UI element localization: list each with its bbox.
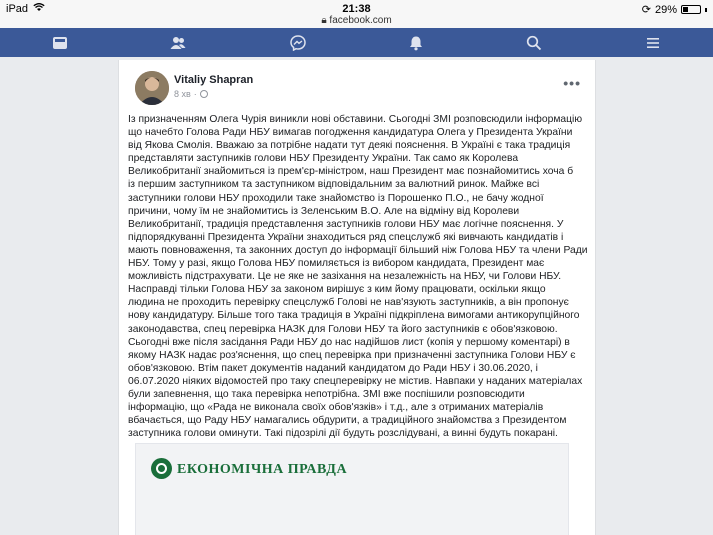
post-line: вбачається, що Раду НБУ намагались обдурити, а традиційного знайомства з Президентом — [128, 415, 567, 427]
post-line: Сьогодні вже після засідання Ради НБУ до нас надійшов лист (копія у першому коментарі) в — [128, 336, 570, 348]
feed-icon[interactable] — [50, 33, 70, 53]
post-line: заступника голови оминути. Такі підозрілі дії будуть розслідувані, а винні будуть покарані. — [128, 428, 558, 440]
status-bar — [0, 0, 713, 28]
post-line: представляти заступників голови НБУ Президенту України. Так само як Королева — [128, 153, 519, 165]
post-line: заступники голови НБУ проходили таке знайомство із Порошенко П.О., не бачу жодної — [128, 192, 544, 204]
post-line: Із призначенням Олега Чурія виникли нові обставини. Сьогодні ЗМІ розповсюдили інформацію — [128, 114, 583, 125]
battery-status — [642, 3, 707, 16]
link-preview[interactable] — [135, 443, 569, 535]
post-line: що начебто Голова Ради НБУ вимагав погодження кандидатура Олега у Президента України — [128, 127, 573, 139]
messenger-icon[interactable] — [288, 33, 308, 53]
clock: 21:38 — [342, 3, 371, 15]
post-line: були запевнення, що така перевірка непотрібна. ЗМІ вже поспішили розповсюдити — [128, 388, 525, 400]
post-line: НБУ. Тому у разі, якщо Голова НБУ помиляється із вибором кандидата, Президент має — [128, 258, 545, 270]
post-line: Великобританії, традиція представлення заступників голови НБУ має логічне пояснення. У — [128, 218, 564, 230]
post-line: із першим заступником та заступником відповідальним за валютний ринок. Майже всі — [128, 179, 540, 191]
facebook-navbar — [0, 28, 713, 57]
preview-logo-text: ЕКОНОМІЧНА ПРАВДА — [177, 462, 348, 477]
post-meta: 8 хв · — [174, 89, 208, 99]
post-line: інформацію, що «Рада не виконала своїх обов'язків» і т.д., але з отриманих матеріалів — [128, 402, 544, 414]
post-line: причини, чому їм не знайомитись із Зеленським В.О. Але на відміну від Королеви — [128, 205, 520, 217]
search-icon[interactable] — [524, 33, 544, 53]
notifications-icon[interactable] — [406, 33, 426, 53]
post-line: якому НАЗК надає роз'яснення, що спец перевірка при призначенні заступника Голови НБУ є — [128, 349, 576, 361]
device-name: iPad — [6, 3, 29, 15]
post-line: від Якова Смолія. Вважаю за потрібне надати тут деякі пояснення. В Україні є така традиція — [128, 140, 571, 152]
author-name[interactable]: Vitaliy Shapran — [174, 74, 254, 86]
battery-level — [683, 7, 688, 12]
post-line: Насправді тільки Голова НБУ за законом вирішує з ким йому працювати, оскільки якщо — [128, 284, 546, 296]
post-line: законодавства, спец перевірка НАЗК для Голови НБУ та його заступників є обов'язковою. — [128, 323, 558, 335]
friends-icon[interactable] — [168, 33, 188, 53]
battery-icon — [681, 5, 701, 14]
rotation-lock-icon: ⟳ — [641, 4, 651, 16]
post-text — [119, 113, 588, 440]
economic-pravda-logo-icon — [151, 458, 172, 479]
post-line: можливість підстрахувати. Це не яке не зазіхання на незалежність на НБУ, чи Голови НБУ. — [128, 271, 562, 283]
post-line: нову кандидатуру. Більше того така традиція в Україні підкріплена вимогами антикорупційного — [128, 310, 580, 322]
more-options-button[interactable]: ••• — [563, 75, 581, 91]
post-line: мають повноваження, та законних доступ до інформації більший ніж Голова НБУ та члени Ради — [128, 244, 588, 256]
battery-percent: 29% — [654, 3, 677, 16]
globe-icon — [200, 90, 208, 98]
post-card — [118, 60, 596, 535]
menu-icon[interactable] — [643, 33, 663, 53]
lock-icon: 🔒︎ — [321, 15, 327, 26]
post-line: підпорядкуванні Президента України знаходиться ряд спецслужб які вивчають кандидатів і — [128, 231, 564, 243]
post-line: обов'язковою. Втім пакет документів наданий кандидатом до Ради НБУ і 30.06.2020, і — [128, 362, 538, 374]
url-bar[interactable] — [0, 15, 713, 26]
post-line: Великобританії знайомиться із прем'єр-міністром, наш Президент має познайомитись хоча б — [128, 166, 574, 178]
post-line: 06.07.2020 ніяких відомостей про таку спецперевірку не містив. Навпаки у наданих матеріалах — [128, 375, 583, 387]
avatar[interactable] — [135, 71, 169, 105]
url-text: facebook.com — [329, 15, 392, 26]
post-time[interactable]: 8 хв — [174, 89, 191, 99]
post-line: людина не проходить перевірку спецслужб Голові не нав'язують заступників, а він пропонує — [128, 297, 569, 309]
